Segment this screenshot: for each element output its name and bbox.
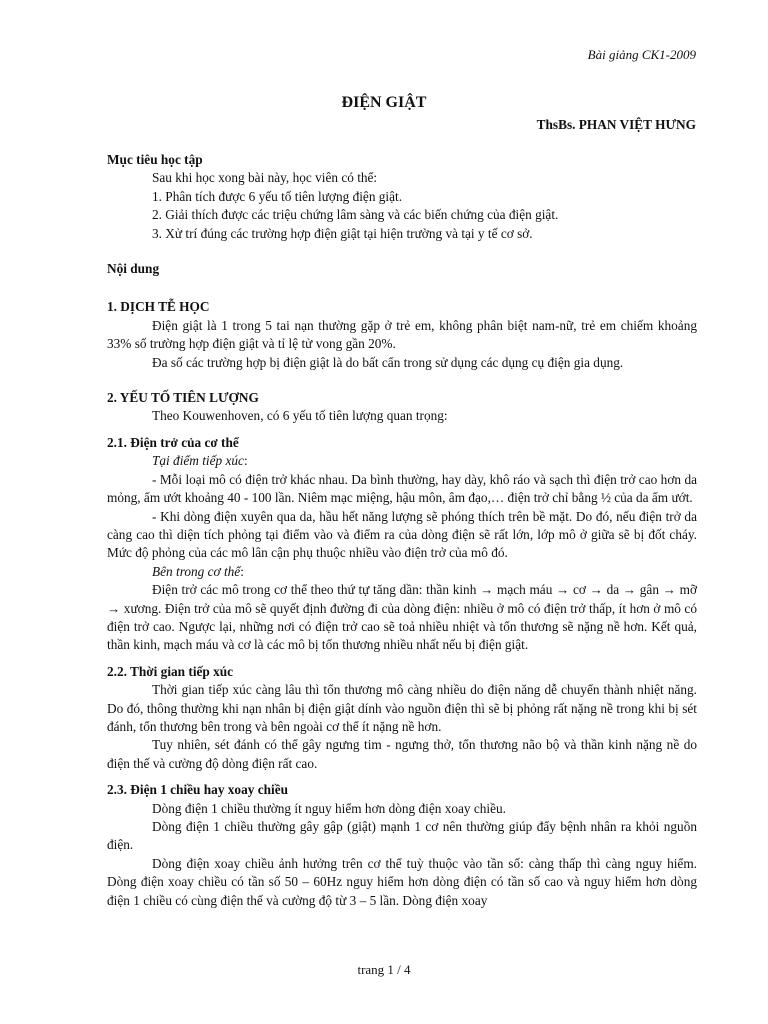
paragraph: Đa số các trường hợp bị điện giật là do bất cẩn trong sử dụng các dụng cụ điện gia dụng. — [152, 354, 624, 370]
subsection-heading: 2.3. Điện 1 chiều hay xoay chiều — [107, 782, 288, 798]
paragraph: Tuy nhiên, sét đánh có thể gây ngưng tim - ngưng thở, tổn thương não bộ và thần kinh nặng nề do điện thế và cường độ dòng điện rất cao. — [107, 737, 697, 771]
paragraph: Điện trở các mô trong cơ thể theo thứ tự tăng dần: thần kinh → mạch máu → cơ → da → gân → mỡ → xương. Điện trở của mô sẽ quyết định đường đi của dòng điện: nhiều ở mô có điện trở thấp, ít hơn ở mô có điện trở cao. Ngược lại, những nơi có điện trở cao sẽ toả nhiều nhiệt và tổn thương sẽ nặng nề hơn. Kết quả, thần kinh, mạch máu và cơ là các mô bị tổn thương nhiều nhất nếu bị điện giật. — [107, 582, 697, 653]
objectives-list — [152, 169, 697, 243]
objectives-intro: Sau khi học xong bài này, học viên có thể: — [152, 170, 378, 186]
objectives-heading: Mục tiêu học tập — [107, 152, 203, 167]
document-title: ĐIỆN GIẬT — [341, 94, 427, 111]
section-heading: 2. YẾU TỐ TIÊN LƯỢNG — [107, 390, 259, 406]
paragraph: Theo Kouwenhoven, có 6 yếu tố tiên lượng quan trọng: — [152, 408, 448, 424]
objective-item: 2. Giải thích được các triệu chứng lâm sàng và các biến chứng của điện giật. — [152, 207, 559, 223]
content-heading: Nội dung — [107, 261, 160, 277]
course-header: Bài giảng CK1-2009 — [587, 47, 696, 62]
paragraph: - Mỗi loại mô có điện trở khác nhau. Da bình thường, hay dày, khô ráo và sạch thì điện trở cao hơn da mỏng, ẩm ướt khoảng 40 - 100 lần. Niêm mạc miệng, hậu môn, âm đạo,… điện trở chỉ bằng ½ của da ẩm ướt. — [107, 471, 697, 506]
subheading-colon: : — [243, 453, 248, 469]
section-heading: 1. DỊCH TỄ HỌC — [107, 299, 210, 315]
subheading-inside-body: Bên trong cơ thể — [152, 563, 241, 579]
objective-item: 1. Phân tích được 6 yếu tố tiên lượng điện giật. — [152, 188, 403, 204]
objective-item: 3. Xử trí đúng các trường hợp điện giật tại hiện trường và tại y tế cơ sở. — [152, 225, 533, 241]
subheading-contact-point: Tại điểm tiếp xúc — [152, 453, 244, 469]
subsection-heading: 2.1. Điện trở của cơ thể — [107, 434, 239, 450]
paragraph: Điện giật là 1 trong 5 tai nạn thường gặp ở trẻ em, không phân biệt nam-nữ, trẻ em chiếm khoảng 33% số trường hợp điện giật và tỉ lệ tử vong gần 20%. — [107, 317, 697, 352]
page-number: trang 1 / 4 — [357, 962, 411, 977]
author-name: ThsBs. PHAN VIỆT HƯNG — [536, 117, 696, 132]
paragraph: - Khi dòng điện xuyên qua da, hầu hết năng lượng sẽ phóng thích trên bề mặt. Do đó, nếu điện trở da càng cao thì diện tích phỏng tại điểm vào và điểm ra của dòng điện sẽ rất lớn, lớp mô ở giữa sẽ bị đốt cháy. Mức độ phỏng của các mô lân cận phụ thuộc nhiều vào điện trở của mô đó. — [107, 508, 697, 561]
document-body — [107, 151, 697, 910]
paragraph: Dòng điện 1 chiều thường gây gập (giật) mạnh 1 cơ nên thường giúp đẩy bệnh nhân ra khỏi nguồn điện. — [107, 819, 697, 853]
paragraph: Thời gian tiếp xúc càng lâu thì tổn thương mô càng nhiều do điện năng dễ chuyển thành nhiệt năng. Do đó, thông thường khi nạn nhân bị điện giật dính vào nguồn điện thì sẽ bị phỏng rất nặng nề trong khi bị sét đánh, tổn thương bên trong và bên ngoài cơ thể ít nặng nề hơn. — [107, 682, 697, 734]
paragraph: Dòng điện xoay chiều ảnh hưởng trên cơ thể tuỳ thuộc vào tần số: càng thấp thì càng nguy hiểm. Dòng điện xoay chiều có tần số 50 – 60Hz nguy hiểm hơn dòng điện có tần số cao và nguy hiểm hơn dòng điện 1 chiều có cùng điện thế và cường độ từ 3 – 5 lần. Dòng điện xoay — [107, 855, 697, 908]
subheading-line — [107, 452, 697, 470]
subheading-line — [107, 563, 697, 581]
subheading-colon: : — [240, 563, 244, 579]
paragraph: Dòng điện 1 chiều thường ít nguy hiểm hơn dòng điện xoay chiều. — [152, 800, 507, 816]
subsection-heading: 2.2. Thời gian tiếp xúc — [107, 663, 234, 679]
